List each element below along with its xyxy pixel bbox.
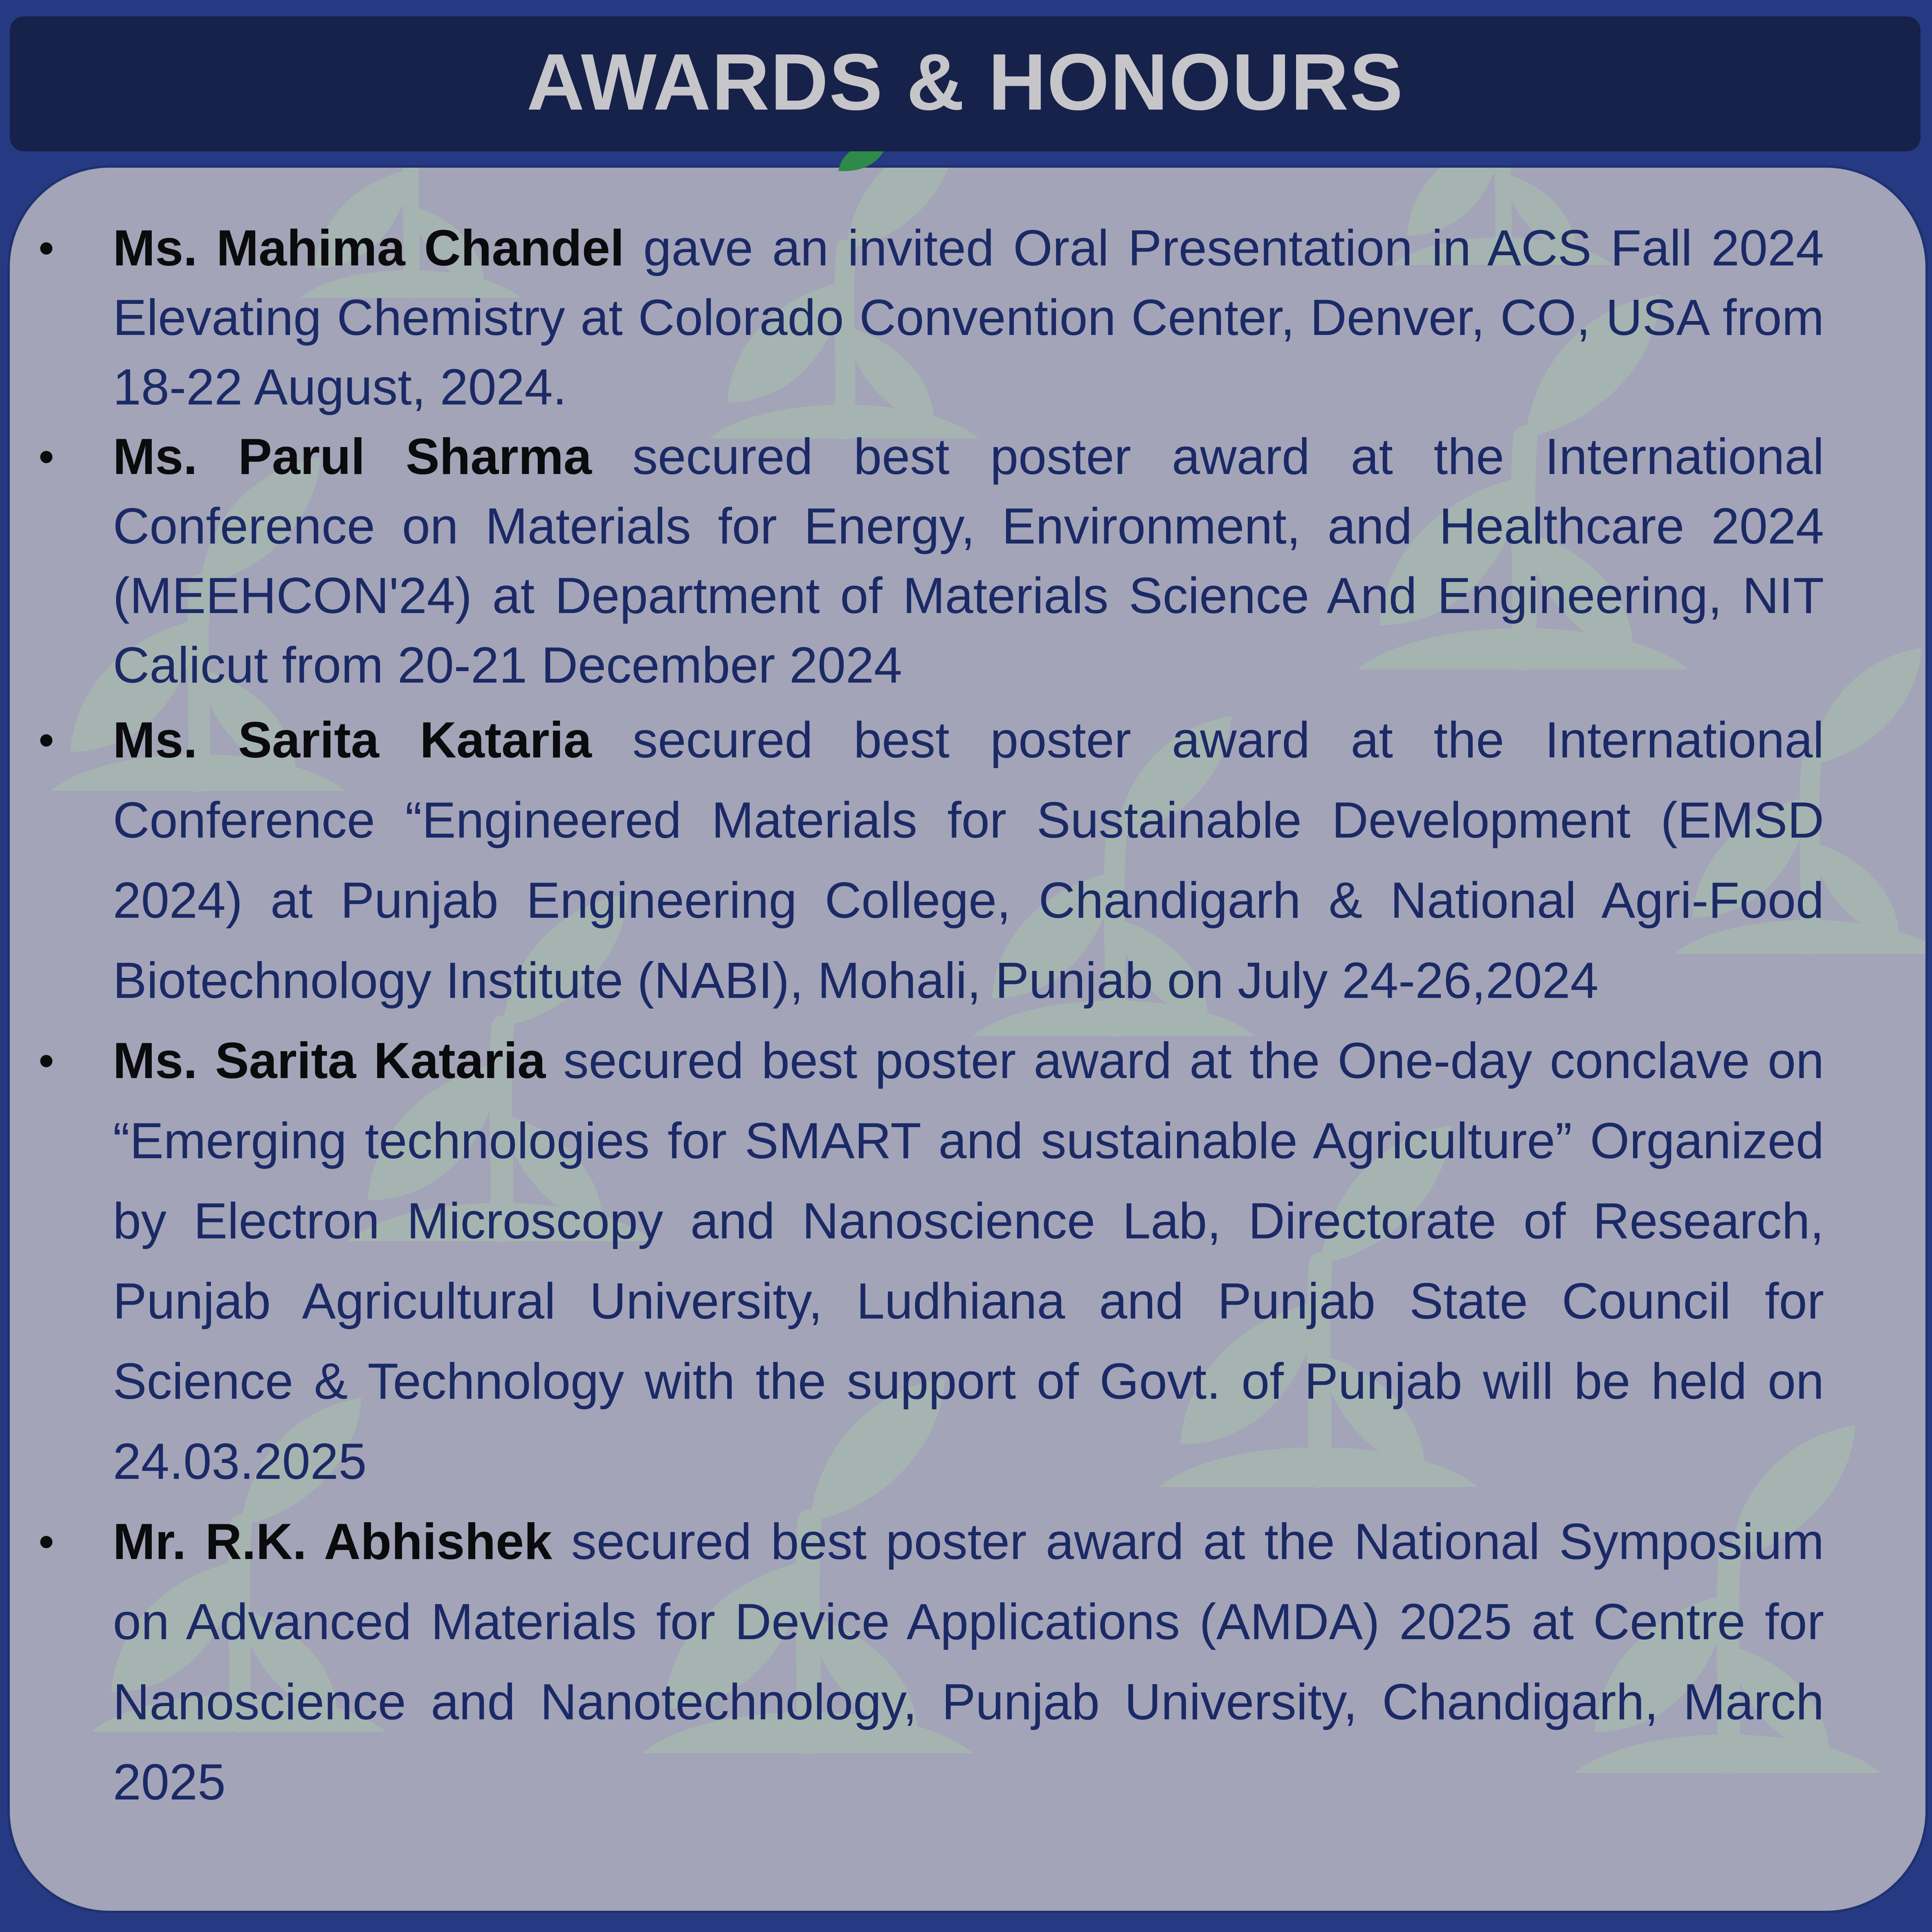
list-item: [10, 700, 1925, 1021]
bullet: •: [38, 1516, 54, 1567]
awardee-name: Ms. Mahima Chandel: [113, 220, 625, 276]
awards-list: [10, 213, 1925, 1822]
list-item: [10, 1502, 1925, 1822]
bullet: •: [38, 715, 54, 765]
bullet: •: [38, 1036, 54, 1086]
awards-panel: [7, 165, 1928, 1913]
list-item: [10, 422, 1925, 700]
award-description: secured best poster award at the One-day conclave on “Emerging technologies for SMART and sustainable Agriculture” Organized by Electron Microscopy and Nanoscience Lab, Directorate of Research, Punjab Agricultural University, Ludhiana and Punjab State Council for Science & Technology with the support of Govt. of Punjab will be held on 24.03.2025: [113, 1033, 1824, 1490]
award-description: secured best poster award at the National Symposium on Advanced Materials for Device Applications (AMDA) 2025 at Centre for Nanoscience and Nanotechnology, Punjab University, Chandigarh, March 2025: [113, 1514, 1824, 1811]
awardee-name: Ms. Sarita Kataria: [113, 712, 592, 768]
page-title: AWARDS & HONOURS: [526, 37, 1404, 127]
awardee-name: Ms. Parul Sharma: [113, 429, 592, 485]
list-item: [10, 213, 1925, 422]
bullet: •: [38, 223, 54, 273]
title-banner: [10, 16, 1921, 151]
awardee-name: Ms. Sarita Kataria: [113, 1033, 546, 1089]
award-description: secured best poster award at the International Conference on Materials for Energy, Environment, and Healthcare 2024 (MEEHCON'24) at Department of Materials Science And Engineering, NIT Calicut from 20-21 December 2024: [113, 429, 1824, 694]
award-description: gave an invited Oral Presentation in ACS Fall 2024 Elevating Chemistry at Colorado Convention Center, Denver, CO, USA from 18-22 August, 2024.: [113, 220, 1824, 416]
award-description: secured best poster award at the International Conference “Engineered Materials for Sustainable Development (EMSD 2024) at Punjab Engineering College, Chandigarh & National Agri-Food Biotechnology Institute (NABI), Mohali, Punjab on July 24-26,2024: [113, 712, 1824, 1009]
list-item: [10, 1021, 1925, 1502]
awardee-name: Mr. R.K. Abhishek: [113, 1514, 553, 1570]
bullet: •: [38, 431, 54, 482]
